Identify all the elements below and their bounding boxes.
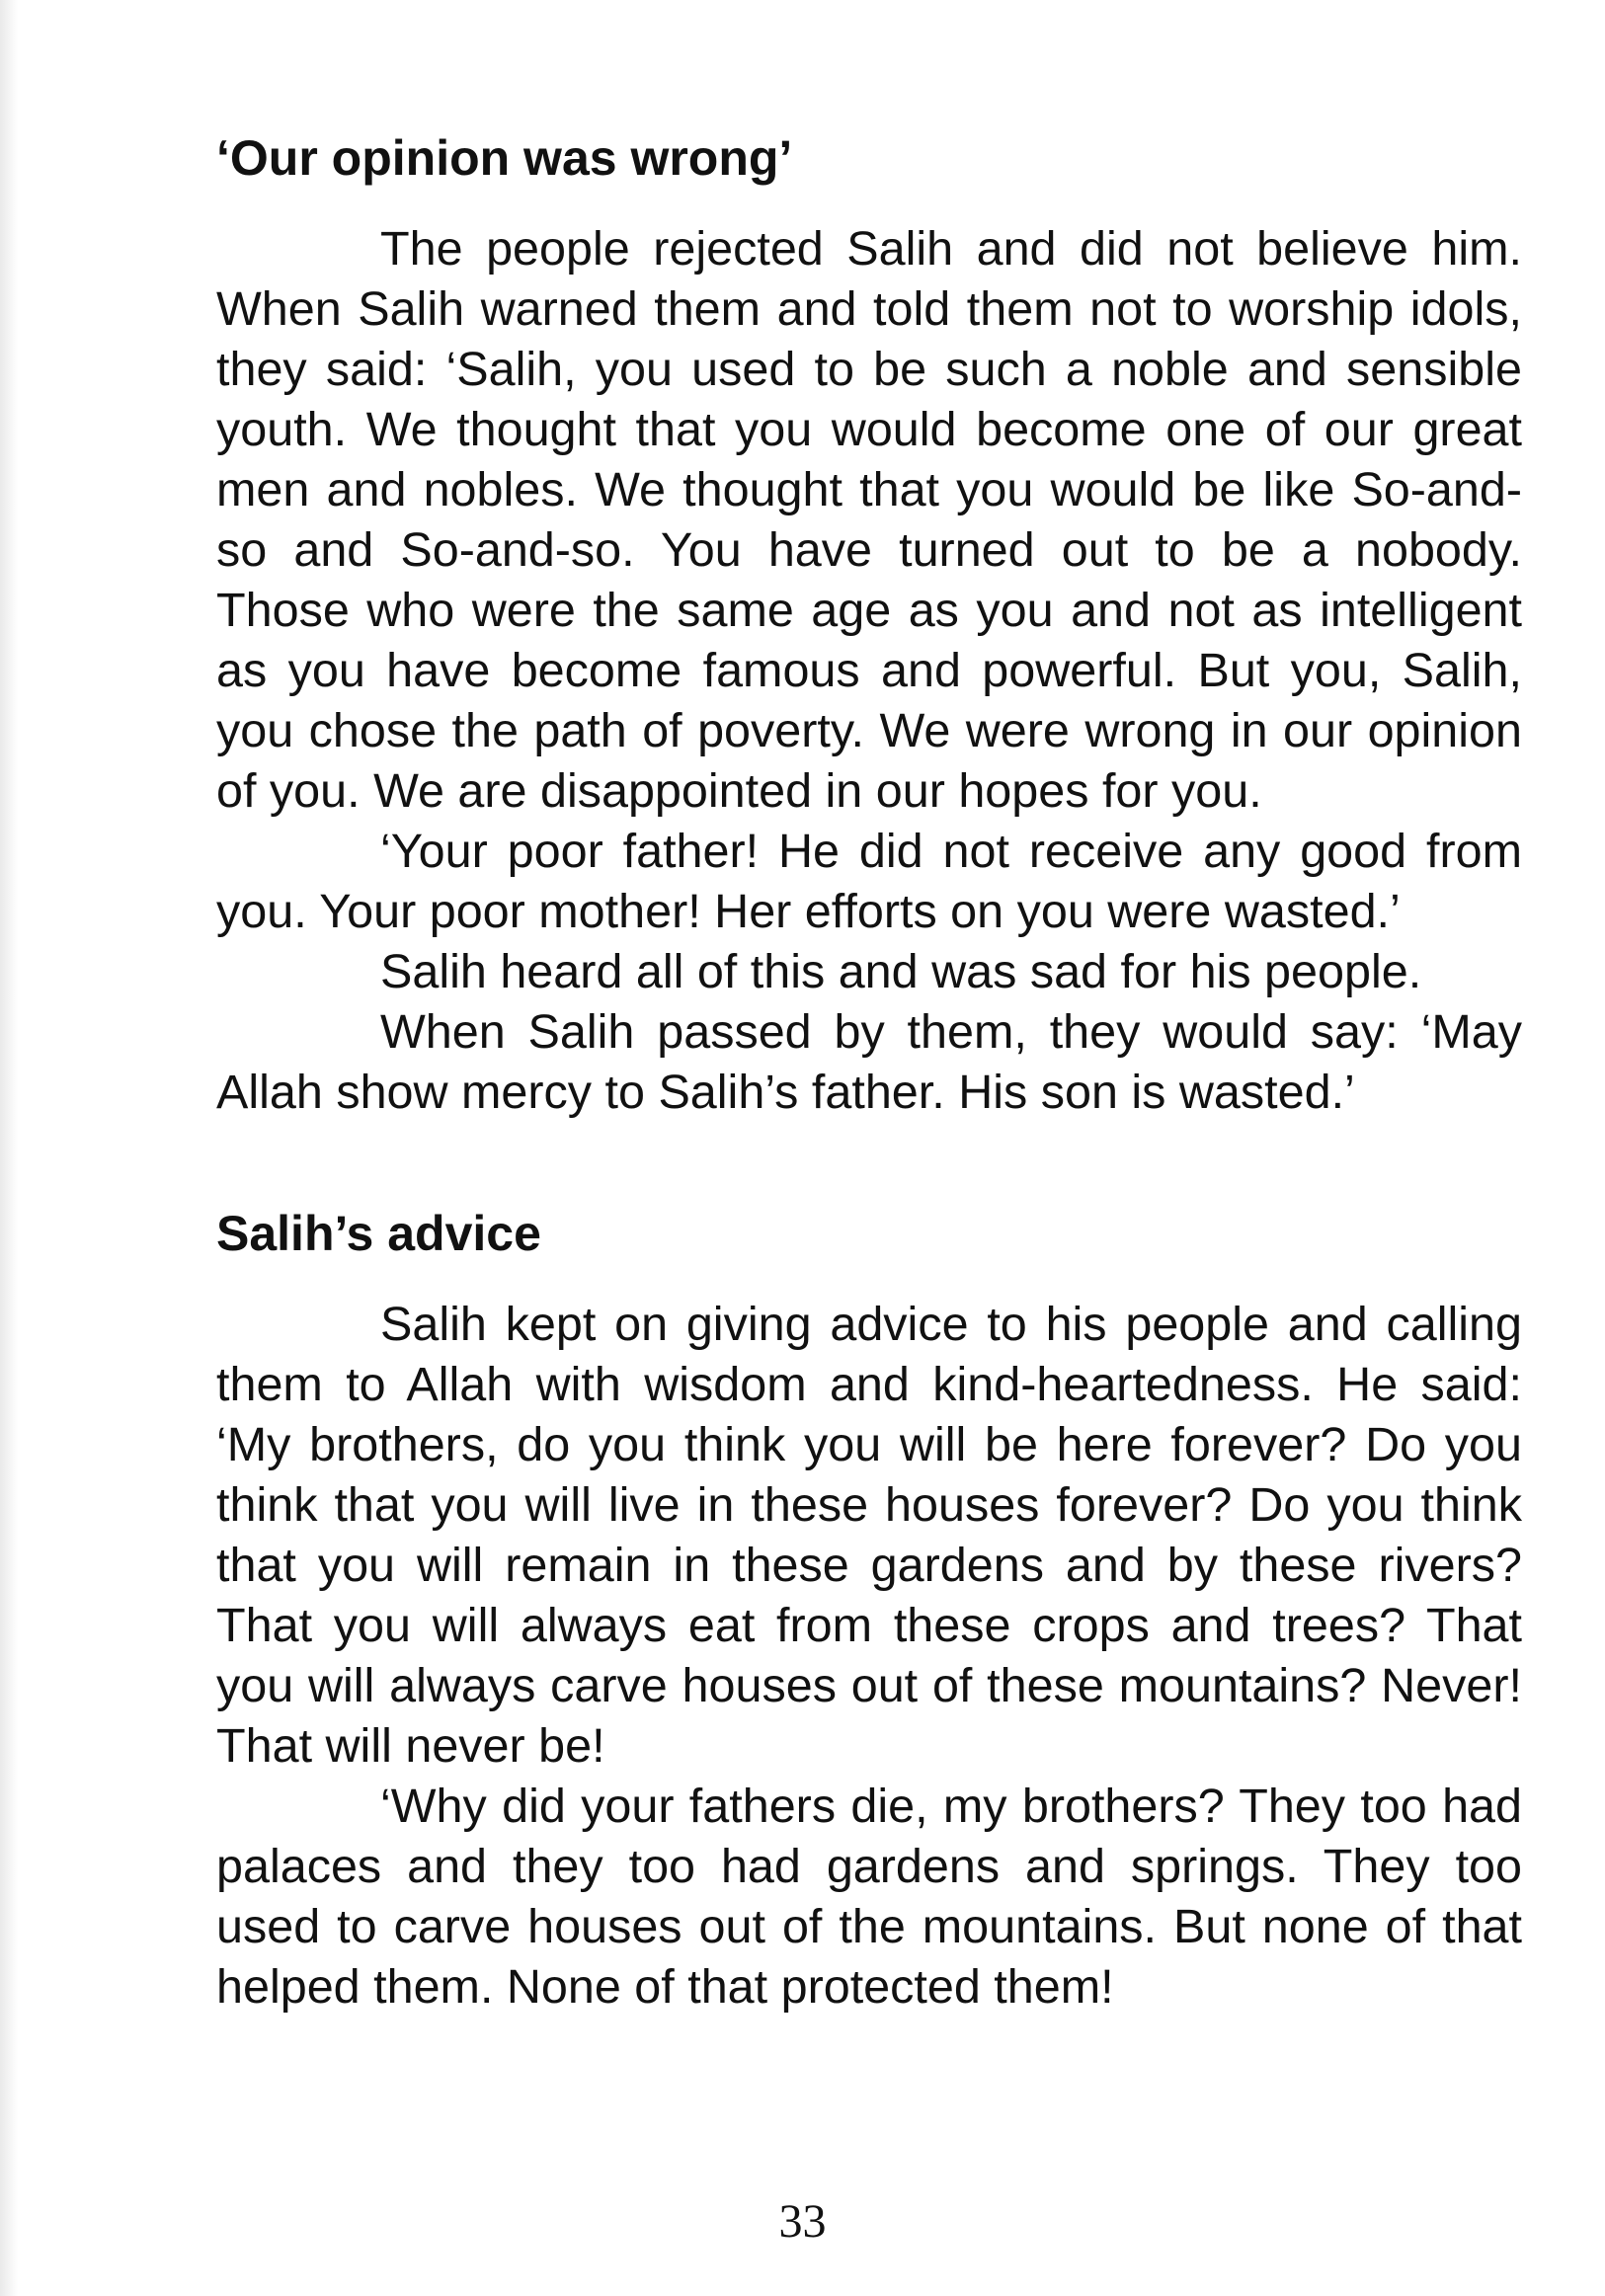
paragraph: Salih heard all of this and was sad for his people. <box>380 945 1422 998</box>
paragraph: When Salih passed by them, they would say: ‘May Allah show mercy to Salih’s father. His son is wasted.’ <box>216 1005 1522 1119</box>
page-number: 33 <box>778 2195 827 2248</box>
paragraph: ‘Your poor father! He did not receive any good from you. Your poor mother! Her efforts on you were wasted.’ <box>216 825 1522 938</box>
section-heading: ‘Our opinion was wrong’ <box>216 130 793 186</box>
paragraph: ‘Why did your fathers die, my brothers? They too had palaces and they too had gardens and springs. They too used to carve houses out of the mountains. But none of that helped them. None of that protected them! <box>216 1780 1522 2014</box>
paragraph: The people rejected Salih and did not believe him. When Salih warned them and told them not to worship idols, they said: ‘Salih, you used to be such a noble and sensible youth. We thought that you would become one of our great men and nobles. We thought that you would be like So-and-so and So-and-so. You have turned out to be a nobody. Those who were the same age as you and not as intelligent as you have become famous and powerful. But you, Salih, you chose the path of poverty. We were wrong in our opinion of you. We are disappointed in our hopes for you. <box>216 222 1522 818</box>
section-heading: Salih’s advice <box>216 1206 541 1261</box>
section-salihs-advice <box>216 1202 1522 2018</box>
text-column <box>216 126 1522 2018</box>
scan-edge-shadow <box>0 0 18 2296</box>
paragraph: Salih kept on giving advice to his people and calling them to Allah with wisdom and kind-heartedness. He said: ‘My brothers, do you think you will be here forever? Do you think that you will live in these houses forever? Do you think that you will remain in these gardens and by these rivers? That you will always eat from these crops and trees? That you will always carve houses out of these mountains? Never! That will never be! <box>216 1298 1522 1773</box>
section-our-opinion-was-wrong <box>216 126 1522 1123</box>
